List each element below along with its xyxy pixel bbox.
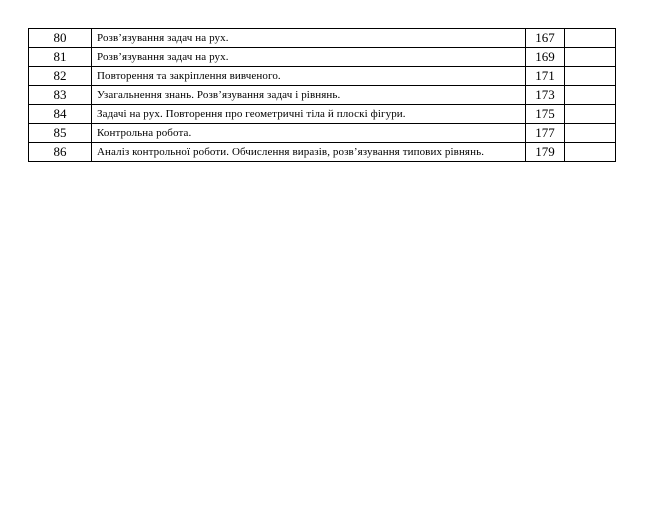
lesson-number: 81	[29, 48, 92, 67]
lesson-number: 86	[29, 143, 92, 162]
table-row	[29, 124, 616, 143]
lesson-page: 173	[526, 86, 565, 105]
lesson-topic: Контрольна робота.	[92, 124, 526, 143]
table-row	[29, 67, 616, 86]
table-row	[29, 105, 616, 124]
table-row	[29, 86, 616, 105]
lesson-number: 85	[29, 124, 92, 143]
lesson-number: 82	[29, 67, 92, 86]
lesson-topic: Задачі на рух. Повторення про геометричні тіла й плоскі фігури.	[92, 105, 526, 124]
lesson-page: 169	[526, 48, 565, 67]
lesson-topic: Розв’язування задач на рух.	[92, 29, 526, 48]
table-row	[29, 48, 616, 67]
lesson-extra-cell	[565, 143, 616, 162]
lesson-page: 177	[526, 124, 565, 143]
table-row	[29, 29, 616, 48]
lesson-topic: Аналіз контрольної роботи. Обчислення виразів, розв’язування типових рівнянь.	[92, 143, 526, 162]
lesson-extra-cell	[565, 67, 616, 86]
lesson-topic: Повторення та закріплення вивченого.	[92, 67, 526, 86]
lesson-extra-cell	[565, 124, 616, 143]
lesson-extra-cell	[565, 48, 616, 67]
lesson-number: 83	[29, 86, 92, 105]
lesson-topic: Розв’язування задач на рух.	[92, 48, 526, 67]
lesson-page: 179	[526, 143, 565, 162]
lesson-table	[28, 28, 616, 162]
table-row	[29, 143, 616, 162]
lesson-extra-cell	[565, 29, 616, 48]
lesson-extra-cell	[565, 105, 616, 124]
lesson-page: 175	[526, 105, 565, 124]
lesson-number: 84	[29, 105, 92, 124]
lesson-extra-cell	[565, 86, 616, 105]
lesson-page: 167	[526, 29, 565, 48]
lesson-page: 171	[526, 67, 565, 86]
lesson-number: 80	[29, 29, 92, 48]
lesson-topic: Узагальнення знань. Розв’язування задач і рівнянь.	[92, 86, 526, 105]
